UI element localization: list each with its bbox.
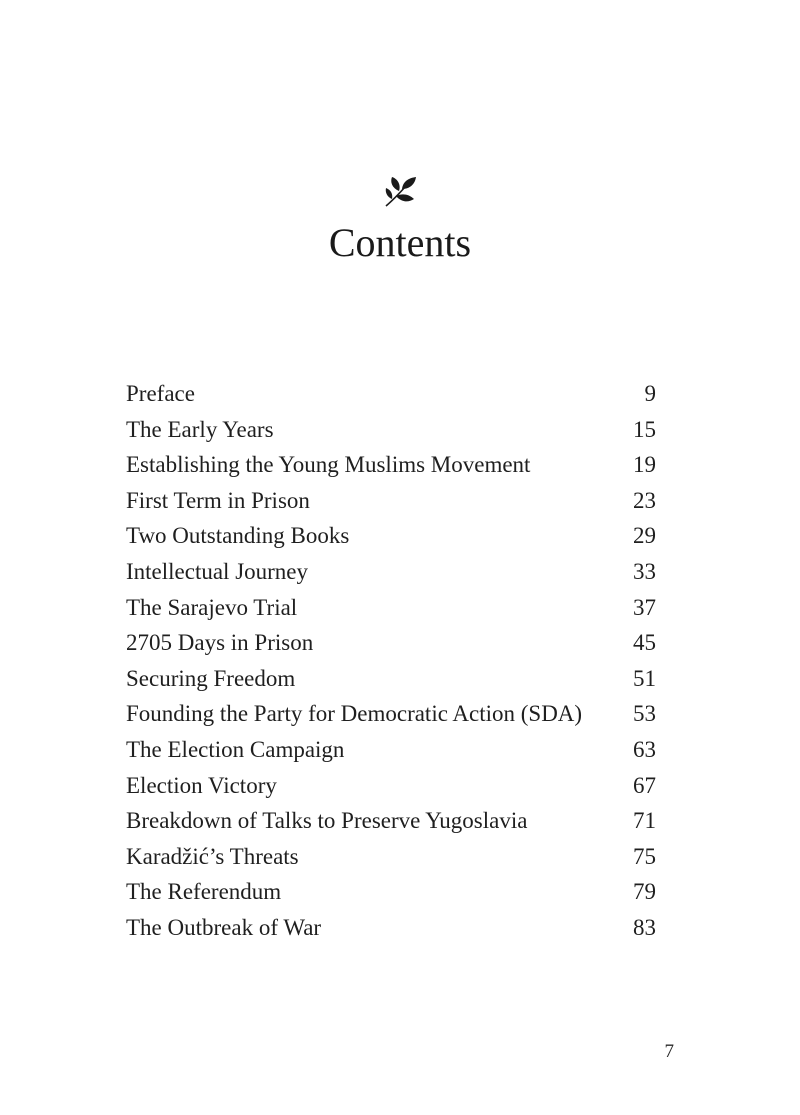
toc-entry-page: 79 xyxy=(633,879,656,905)
toc-entry-page: 33 xyxy=(633,558,656,584)
toc-entry[interactable] xyxy=(126,483,656,519)
toc-entry-title: The Early Years xyxy=(126,416,274,442)
toc-entry-page: 51 xyxy=(633,665,656,691)
toc-entry-page: 9 xyxy=(644,381,656,406)
toc-entry-title: Establishing the Young Muslims Movement xyxy=(126,452,531,478)
toc-entry[interactable] xyxy=(126,803,656,839)
toc-entry-title: Breakdown of Talks to Preserve Yugoslavia xyxy=(126,808,528,834)
toc-entry[interactable] xyxy=(126,839,656,875)
toc-entry-page: 83 xyxy=(633,914,656,940)
toc-entry-page: 75 xyxy=(633,843,656,869)
toc-entry-page: 29 xyxy=(633,523,656,549)
toc-entry[interactable] xyxy=(126,590,656,626)
toc-entry-page: 19 xyxy=(633,452,656,478)
toc-entry[interactable] xyxy=(126,412,656,448)
toc-entry-title: Two Outstanding Books xyxy=(126,523,350,549)
toc-entry[interactable] xyxy=(126,376,656,412)
toc-entry-title: First Term in Prison xyxy=(126,487,310,513)
toc-entry[interactable] xyxy=(126,874,656,910)
toc-entry-title: The Outbreak of War xyxy=(126,914,322,940)
toc-entry[interactable] xyxy=(126,732,656,768)
toc-entry-title: Election Victory xyxy=(126,772,277,798)
toc-entry[interactable] xyxy=(126,625,656,661)
toc-entry-title: The Sarajevo Trial xyxy=(126,594,298,620)
toc-entry-page: 71 xyxy=(633,808,656,834)
toc-entry-title: 2705 Days in Prison xyxy=(126,630,314,656)
toc-entry-page: 53 xyxy=(633,701,656,727)
toc-entry[interactable] xyxy=(126,910,656,946)
toc-entry-page: 63 xyxy=(633,736,656,762)
page-title: Contents xyxy=(328,220,472,265)
toc-entry-page: 23 xyxy=(633,487,656,513)
toc-entry[interactable] xyxy=(126,447,656,483)
toc-entry-page: 45 xyxy=(633,630,656,656)
toc-entry-title: Intellectual Journey xyxy=(126,558,309,584)
toc-entry[interactable] xyxy=(126,696,656,732)
toc-entry-title: Securing Freedom xyxy=(126,665,296,691)
toc-entry-title: Preface xyxy=(126,381,195,406)
toc-entry-title: Founding the Party for Democratic Action (SDA) xyxy=(126,701,583,727)
leaf-sprig-icon xyxy=(383,176,417,208)
toc-entry[interactable] xyxy=(126,661,656,697)
toc-entry-title: Karadžić’s Threats xyxy=(126,843,299,869)
toc-entry[interactable] xyxy=(126,768,656,804)
toc-entry-page: 37 xyxy=(633,594,656,620)
toc-entry-page: 15 xyxy=(633,416,656,442)
toc-entry-title: The Election Campaign xyxy=(126,736,345,762)
toc-entry[interactable] xyxy=(126,518,656,554)
page-number: 7 xyxy=(664,1041,674,1062)
toc-entry-page: 67 xyxy=(633,772,656,798)
toc-entry-title: The Referendum xyxy=(126,879,282,905)
table-of-contents xyxy=(126,376,656,946)
toc-entry[interactable] xyxy=(126,554,656,590)
